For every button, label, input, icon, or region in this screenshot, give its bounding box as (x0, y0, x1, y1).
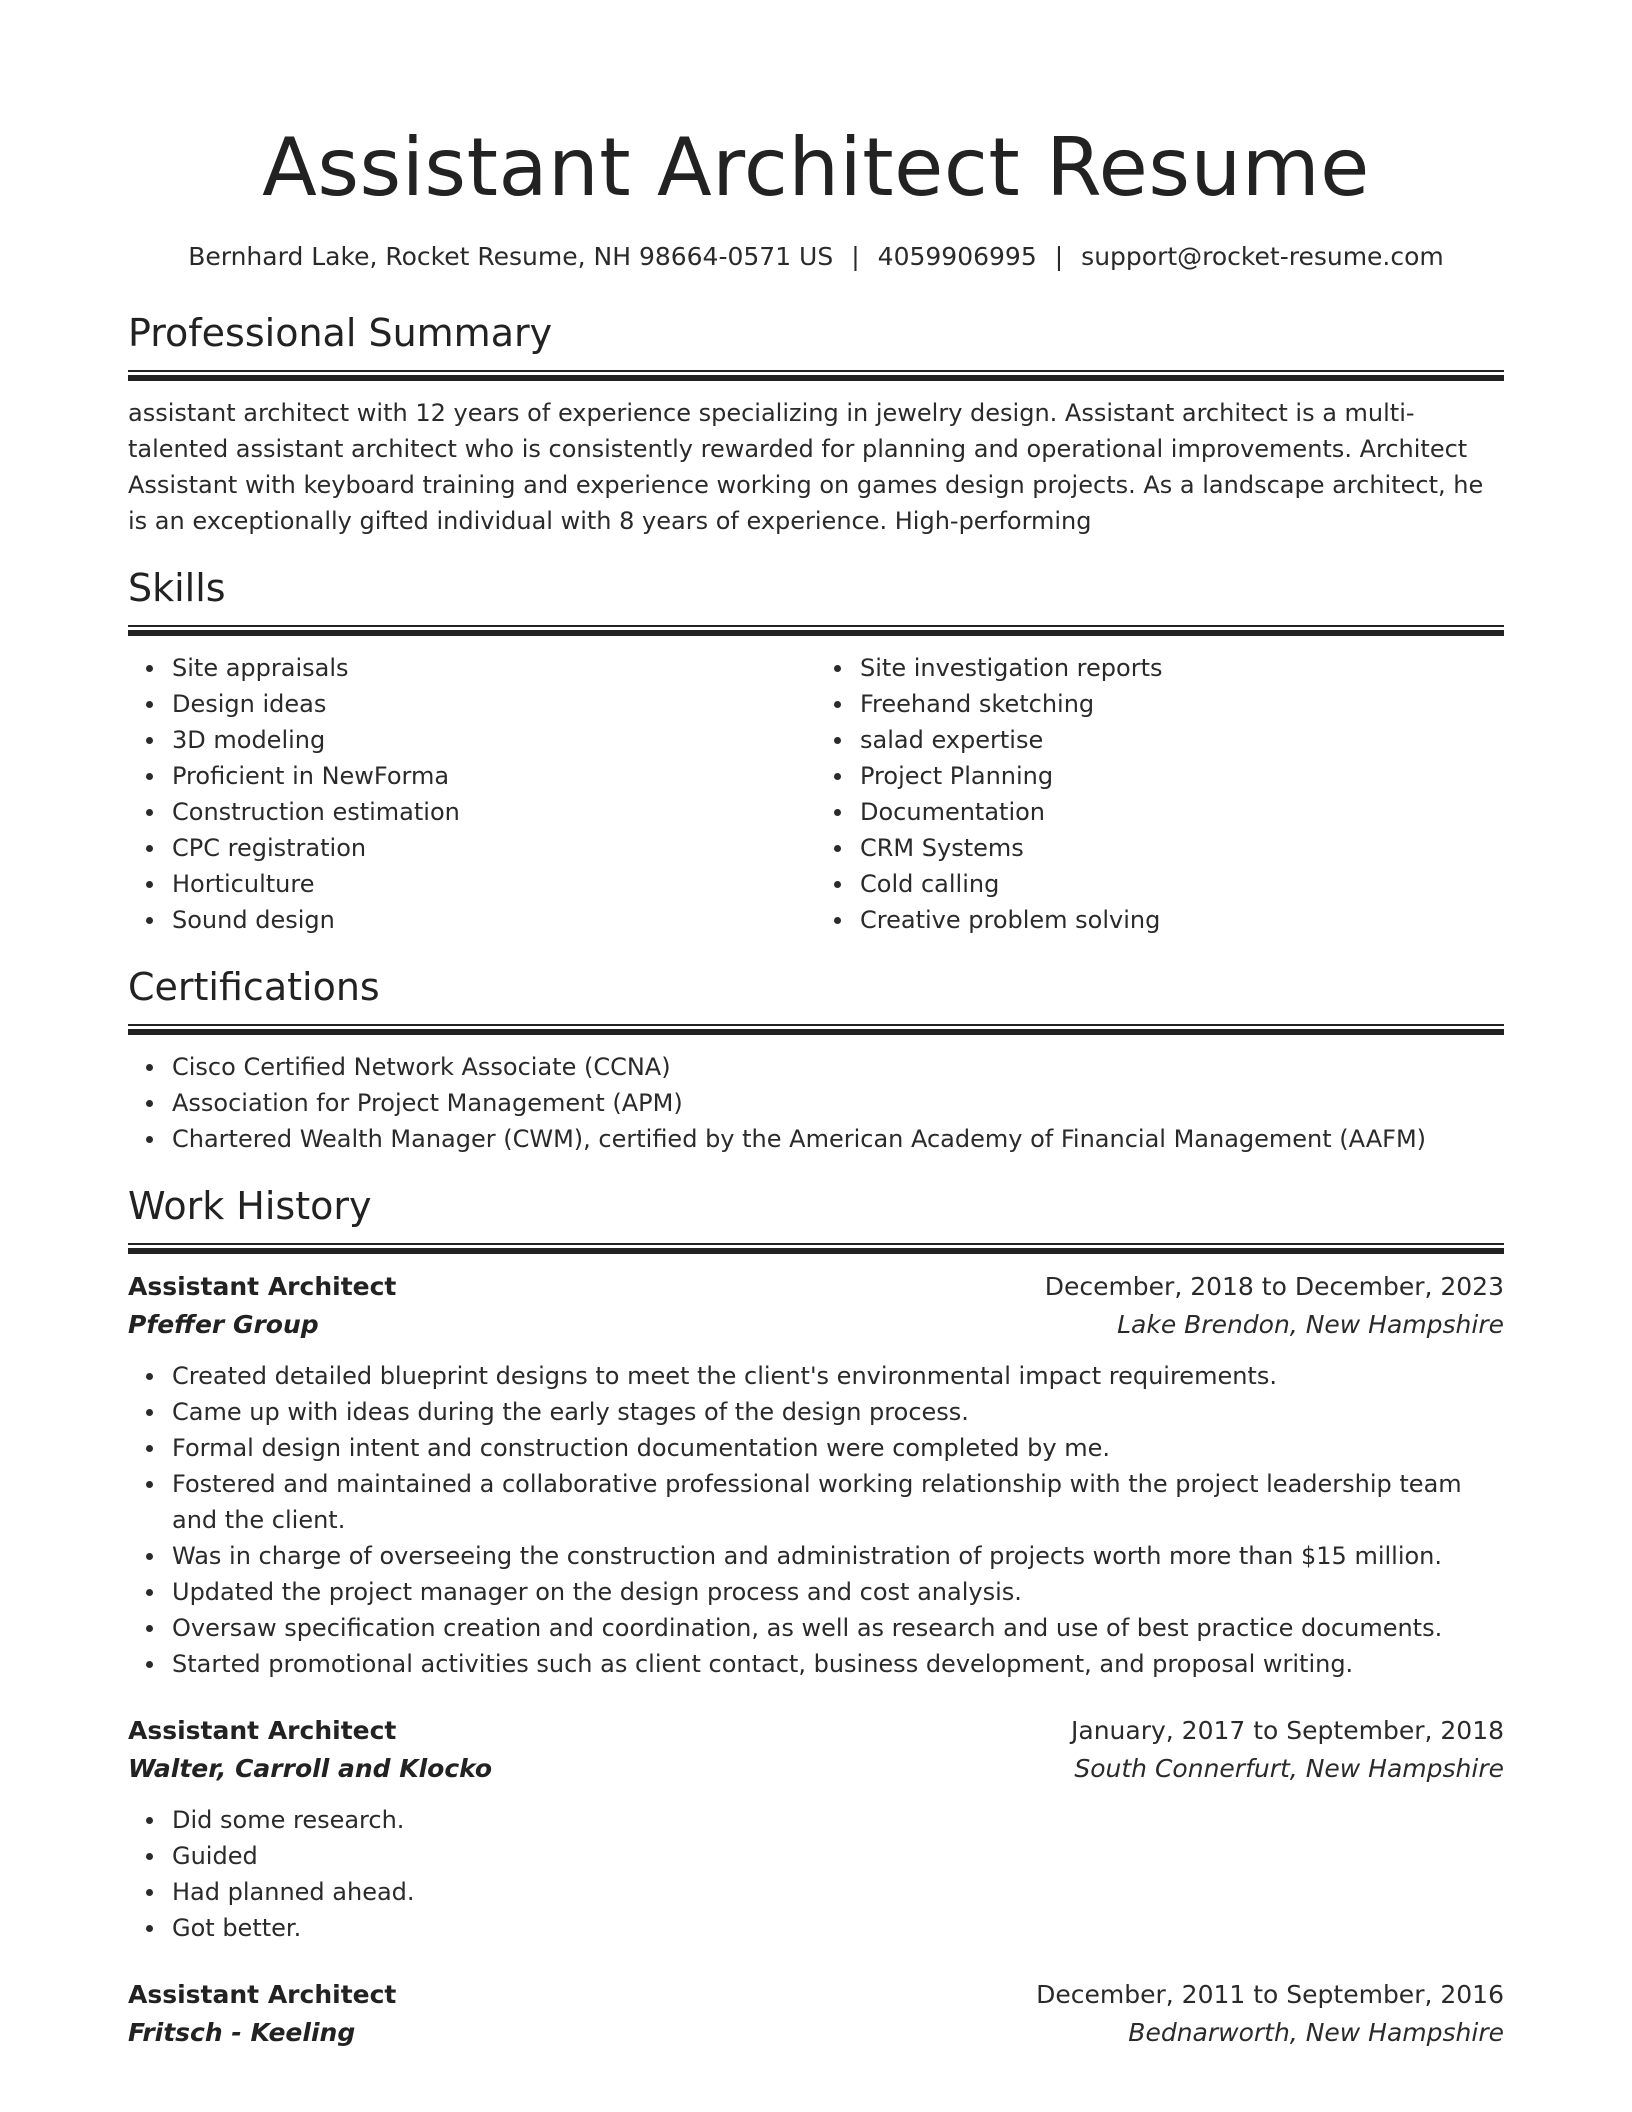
job-dates: January, 2017 to September, 2018 (1071, 1716, 1504, 1745)
skill-item: Sound design (172, 902, 816, 938)
job-location: South Connerfurt, New Hampshire (1074, 1754, 1504, 1783)
job-title: Assistant Architect (128, 1716, 397, 1745)
certifications-section (128, 964, 1504, 1157)
skills-columns (128, 650, 1504, 938)
job-bullet: Had planned ahead. (172, 1874, 1504, 1910)
certification-item: Cisco Certified Network Associate (CCNA) (172, 1049, 1504, 1085)
skill-item: Site appraisals (172, 650, 816, 686)
job-bullet: Updated the project manager on the design process and cost analysis. (172, 1574, 1504, 1610)
section-heading: Skills (128, 566, 226, 610)
section-divider (128, 370, 1504, 381)
job-entry (128, 1268, 1504, 1682)
job-bullet: Got better. (172, 1910, 1504, 1946)
job-company: Walter, Carroll and Klocko (128, 1754, 493, 1783)
section-heading: Professional Summary (128, 311, 553, 355)
section-divider (128, 1024, 1504, 1035)
job-company: Fritsch - Keeling (128, 2018, 356, 2047)
job-subheader (128, 1750, 1504, 1788)
job-header (128, 1712, 1504, 1750)
skill-item: Creative problem solving (860, 902, 1504, 938)
contact-address: Bernhard Lake, Rocket Resume, NH 98664-0571 US (188, 242, 834, 271)
skill-item: CRM Systems (860, 830, 1504, 866)
contact-separator: | (851, 242, 860, 271)
skill-item: Documentation (860, 794, 1504, 830)
job-bullet: Oversaw specification creation and coordination, as well as research and use of best practice documents. (172, 1610, 1504, 1646)
job-location: Bednarworth, New Hampshire (1128, 2018, 1504, 2047)
job-dates: December, 2011 to September, 2016 (1036, 1980, 1504, 2009)
section-divider (128, 625, 1504, 636)
job-entry (128, 1976, 1504, 2052)
job-bullets (128, 1358, 1504, 1682)
job-title: Assistant Architect (128, 1272, 397, 1301)
summary-text: assistant architect with 12 years of experience specializing in jewelry design. Assistant architect is a multi-talented assistant architect who is consistently rewarded for planning and operational improvements. Architect Assistant with keyboard training and experience working on games design projects. As a landscape architect, he is an exceptionally gifted individual with 8 years of experience. High-performing (128, 399, 1484, 535)
job-bullet: Came up with ideas during the early stages of the design process. (172, 1394, 1504, 1430)
skills-list-left (128, 650, 816, 938)
skills-column-right (816, 650, 1504, 938)
job-bullet: Did some research. (172, 1802, 1504, 1838)
resume-page (128, 0, 1504, 2052)
section-heading: Certifications (128, 965, 380, 1009)
job-bullet: Created detailed blueprint designs to meet the client's environmental impact requirements. (172, 1358, 1504, 1394)
job-bullet: Formal design intent and construction documentation were completed by me. (172, 1430, 1504, 1466)
summary-section (128, 310, 1504, 539)
contact-email: support@rocket-resume.com (1081, 242, 1444, 271)
job-subheader (128, 2014, 1504, 2052)
contact-phone: 4059906995 (877, 242, 1037, 271)
job-company: Pfeffer Group (128, 1310, 319, 1339)
job-bullet: Fostered and maintained a collaborative professional working relationship with the project leadership team and the client. (172, 1466, 1504, 1538)
certifications-list (128, 1049, 1504, 1157)
skills-column-left (128, 650, 816, 938)
job-title: Assistant Architect (128, 1980, 397, 2009)
contact-line (128, 240, 1504, 274)
job-header (128, 1976, 1504, 2014)
skill-item: CPC registration (172, 830, 816, 866)
job-bullet: Guided (172, 1838, 1504, 1874)
skills-list-right (816, 650, 1504, 938)
skill-item: 3D modeling (172, 722, 816, 758)
job-bullets (128, 1802, 1504, 1946)
job-header (128, 1268, 1504, 1306)
work-history-section (128, 1183, 1504, 2052)
skill-item: salad expertise (860, 722, 1504, 758)
skill-item: Freehand sketching (860, 686, 1504, 722)
job-bullet: Was in charge of overseeing the construction and administration of projects worth more than $15 million. (172, 1538, 1504, 1574)
skill-item: Horticulture (172, 866, 816, 902)
certification-item: Association for Project Management (APM) (172, 1085, 1504, 1121)
job-bullet: Started promotional activities such as client contact, business development, and proposal writing. (172, 1646, 1504, 1682)
skill-item: Site investigation reports (860, 650, 1504, 686)
skill-item: Proficient in NewForma (172, 758, 816, 794)
job-subheader (128, 1306, 1504, 1344)
skills-section (128, 565, 1504, 938)
resume-title: Assistant Architect Resume (262, 121, 1370, 214)
skill-item: Construction estimation (172, 794, 816, 830)
skill-item: Cold calling (860, 866, 1504, 902)
job-dates: December, 2018 to December, 2023 (1044, 1272, 1504, 1301)
job-location: Lake Brendon, New Hampshire (1117, 1310, 1504, 1339)
job-entry (128, 1712, 1504, 1946)
skill-item: Design ideas (172, 686, 816, 722)
section-divider (128, 1243, 1504, 1254)
certification-item: Chartered Wealth Manager (CWM), certified by the American Academy of Financial Management (AAFM) (172, 1121, 1504, 1157)
skill-item: Project Planning (860, 758, 1504, 794)
contact-separator: | (1054, 242, 1064, 271)
section-heading: Work History (128, 1184, 372, 1228)
